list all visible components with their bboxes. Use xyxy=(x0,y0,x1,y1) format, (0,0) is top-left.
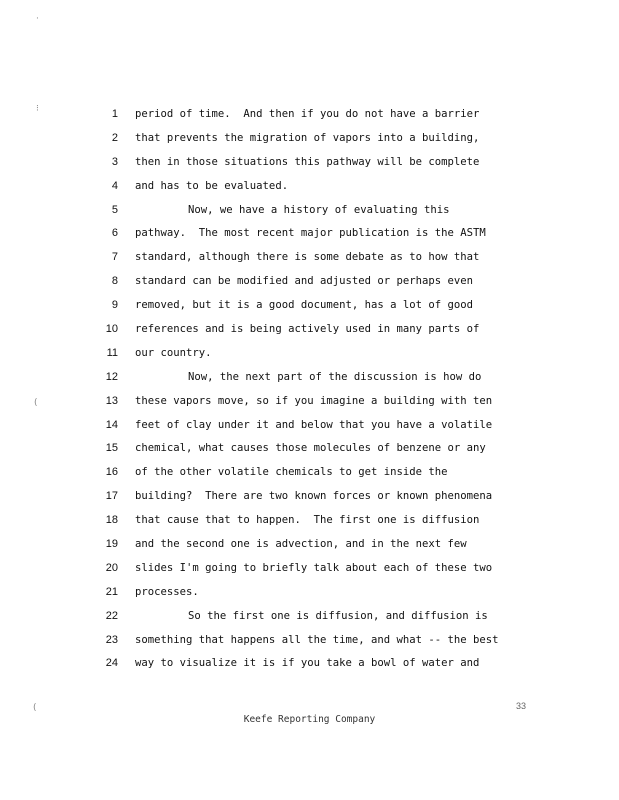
line-number: 17 xyxy=(105,490,118,503)
line-text: standard can be modified and adjusted or perhaps even xyxy=(135,275,474,288)
line-text: pathway. The most recent major publication is the ASTM xyxy=(135,227,486,240)
transcript-line xyxy=(0,249,619,273)
line-number: 7 xyxy=(111,251,118,264)
line-number: 24 xyxy=(105,657,118,670)
line-number: 20 xyxy=(105,561,118,574)
transcript-line xyxy=(0,536,619,560)
transcript-line xyxy=(0,488,619,512)
transcript-line xyxy=(0,584,619,608)
line-text: these vapors move, so if you imagine a building with ten xyxy=(135,394,493,407)
line-text: that cause that to happen. The first one is diffusion xyxy=(135,514,480,527)
line-number: 4 xyxy=(111,179,118,192)
line-number: 2 xyxy=(111,131,118,144)
transcript-line xyxy=(0,655,619,679)
line-text: Now, we have a history of evaluating this xyxy=(188,203,450,216)
transcript-line xyxy=(0,393,619,417)
line-number: 11 xyxy=(106,346,118,359)
line-text: way to visualize it is if you take a bowl of water and xyxy=(135,657,480,670)
line-text: building? There are two known forces or known phenomena xyxy=(135,490,493,503)
line-number: 6 xyxy=(111,227,118,240)
line-number: 13 xyxy=(105,394,118,407)
transcript-line xyxy=(0,106,619,130)
line-text: references and is being actively used in many parts of xyxy=(135,323,480,336)
footer-company: Keefe Reporting Company xyxy=(243,714,376,725)
line-text: and has to be evaluated. xyxy=(135,179,289,192)
line-number: 19 xyxy=(105,538,118,551)
line-text: removed, but it is a good document, has a lot of good xyxy=(135,299,474,312)
line-number: 10 xyxy=(105,323,118,336)
transcript-line xyxy=(0,345,619,369)
line-text: feet of clay under it and below that you have a volatile xyxy=(135,418,493,431)
line-text: then in those situations this pathway will be complete xyxy=(135,155,480,168)
transcript-line xyxy=(0,154,619,178)
transcript-lines xyxy=(0,106,619,679)
line-text: our country. xyxy=(135,346,212,359)
scan-mark-top: · xyxy=(36,14,39,24)
scan-mark-upper: ⁝ xyxy=(36,104,39,114)
transcript-line xyxy=(0,512,619,536)
line-text: slides I'm going to briefly talk about each of these two xyxy=(135,561,493,574)
line-text: Now, the next part of the discussion is how do xyxy=(188,370,482,383)
line-number: 23 xyxy=(105,633,118,646)
line-text: standard, although there is some debate as to how that xyxy=(135,251,480,264)
line-number: 1 xyxy=(111,108,118,120)
transcript-line xyxy=(0,632,619,656)
transcript-line xyxy=(0,273,619,297)
line-number: 8 xyxy=(111,275,118,288)
line-text: something that happens all the time, and what -- the best xyxy=(135,633,499,646)
line-number: 15 xyxy=(105,442,118,455)
transcript-line xyxy=(0,464,619,488)
transcript-line xyxy=(0,297,619,321)
transcript-line xyxy=(0,178,619,202)
line-number: 3 xyxy=(111,155,118,168)
line-text: So the first one is diffusion, and diffusion is xyxy=(188,609,488,622)
line-number: 9 xyxy=(111,299,118,312)
line-number: 16 xyxy=(105,466,118,479)
line-text: chemical, what causes those molecules of benzene or any xyxy=(135,442,486,455)
transcript-line xyxy=(0,417,619,441)
line-number: 5 xyxy=(111,203,118,216)
line-text: period of time. And then if you do not have a barrier xyxy=(135,108,480,120)
line-number: 14 xyxy=(105,418,118,431)
scan-mark-lower: ( xyxy=(33,703,37,713)
scan-mark-middle: ( xyxy=(34,398,38,408)
transcript-line xyxy=(0,369,619,393)
line-number: 22 xyxy=(105,609,118,622)
transcript-line xyxy=(0,321,619,345)
line-text: that prevents the migration of vapors into a building, xyxy=(135,131,480,144)
page-number: 33 xyxy=(516,701,527,711)
line-number: 18 xyxy=(105,514,118,527)
line-number: 12 xyxy=(105,370,118,383)
line-text: of the other volatile chemicals to get inside the xyxy=(135,466,448,479)
line-text: processes. xyxy=(135,585,199,598)
transcript-line xyxy=(0,130,619,154)
line-number: 21 xyxy=(105,585,118,598)
transcript-line xyxy=(0,608,619,632)
transcript-line xyxy=(0,225,619,249)
transcript-line xyxy=(0,202,619,226)
transcript-line xyxy=(0,560,619,584)
transcript-line xyxy=(0,440,619,464)
line-text: and the second one is advection, and in the next few xyxy=(135,538,467,551)
